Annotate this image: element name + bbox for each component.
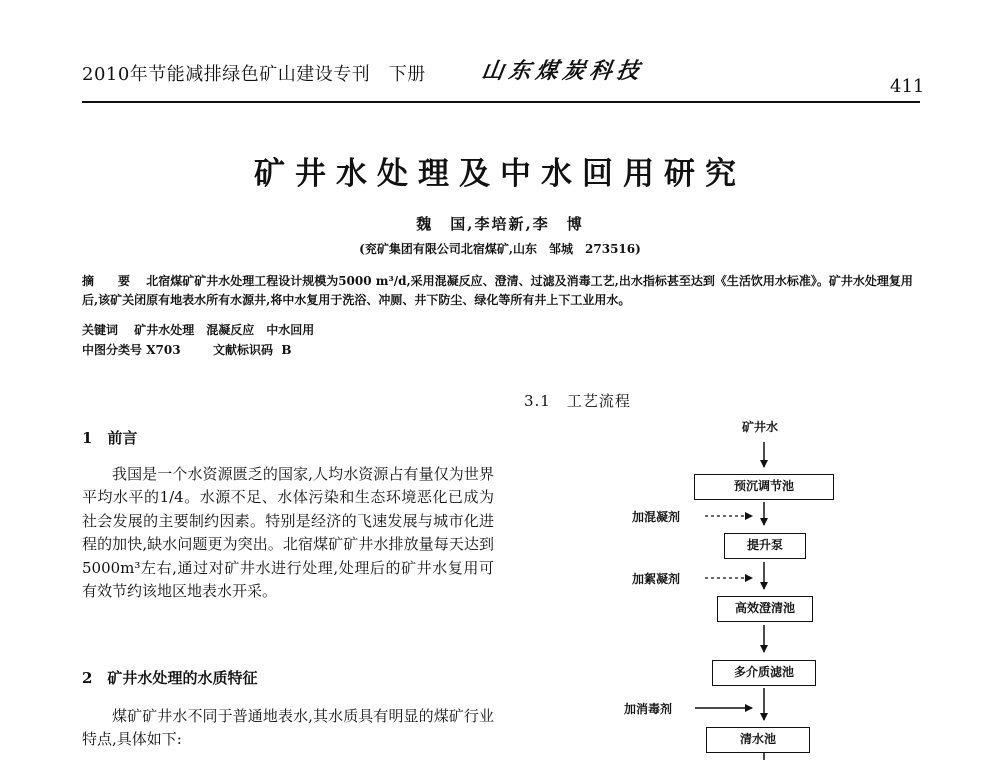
keywords (82, 321, 314, 338)
class-code: X703 (146, 343, 181, 357)
process-flowchart (520, 412, 940, 760)
journal-logo: 山东煤炭科技 (479, 58, 646, 84)
abstract-text: 北宿煤矿矿井水处理工程设计规模为5000 m³/d,采用混凝反应、澄清、过滤及消毒工艺,出水指标甚至达到《生活饮用水标准》。矿井水处理复用后,该矿关闭原有地表水所有水源井,将中水复用于洗浴、冲厕、井下防尘、绿化等所有井上下工业用水。 (82, 274, 913, 307)
doc-label: 文献标识码 (212, 343, 273, 357)
keywords-text: 矿井水处理 混凝反应 中水回用 (134, 323, 315, 337)
section-2-paragraph: 煤矿矿井水不同于普通地表水,其水质具有明显的煤矿行业特点,具体如下: (82, 707, 494, 749)
paper-title: 矿井水处理及中水回用研究 (254, 156, 746, 192)
flow-additive-flocculant: 加絮凝剂 (632, 572, 681, 586)
abstract-label: 摘 要 (82, 274, 137, 288)
section-3-1-heading: 3.1 工艺流程 (524, 392, 631, 410)
header-rule (82, 101, 920, 103)
section-2-body (82, 705, 494, 752)
keywords-label: 关键词 (82, 323, 119, 337)
section-2-heading: 2 矿井水处理的水质特征 (82, 669, 258, 687)
classification (82, 341, 291, 358)
affiliation: (兖矿集团有限公司北宿煤矿,山东 邹城 273516) (359, 242, 641, 256)
flow-additive-disinfectant: 加消毒剂 (624, 702, 673, 716)
section-1-paragraph: 我国是一个水资源匮乏的国家,人均水资源占有量仅为世界平均水平的1/4。水源不足、水体污染和生态环境恶化已成为社会发展的主要制约因素。特别是经济的飞速发展与城市化进程的加快,缺水问题更为突出。北宿煤矿矿井水排放量每天达到5000m³左右,通过对矿井水进行处理,处理后的矿井水复用可有效节约该地区地表水开采。 (82, 465, 494, 601)
flow-step-multimedia-filter: 多介质滤池 (712, 660, 816, 686)
flow-step-clarifier: 高效澄清池 (717, 596, 813, 622)
page-number: 411 (890, 76, 925, 97)
flow-step-presedimentation: 预沉调节池 (694, 474, 834, 500)
flow-additive-coagulant: 加混凝剂 (632, 510, 681, 524)
authors: 魏 国,李培新,李 博 (416, 215, 584, 233)
flow-step-clear-water-tank: 清水池 (706, 727, 810, 753)
flowchart-arrows (520, 412, 940, 760)
flow-input-label: 矿井水 (742, 420, 779, 434)
class-label: 中图分类号 (82, 343, 143, 357)
section-1-body (82, 463, 494, 603)
running-header-left: 2010年节能减排绿色矿山建设专刊 下册 (82, 64, 426, 85)
section-1-heading: 1 前言 (82, 429, 138, 447)
flow-step-lift-pump: 提升泵 (724, 533, 806, 559)
abstract (82, 272, 924, 310)
doc-code: B (281, 343, 292, 357)
